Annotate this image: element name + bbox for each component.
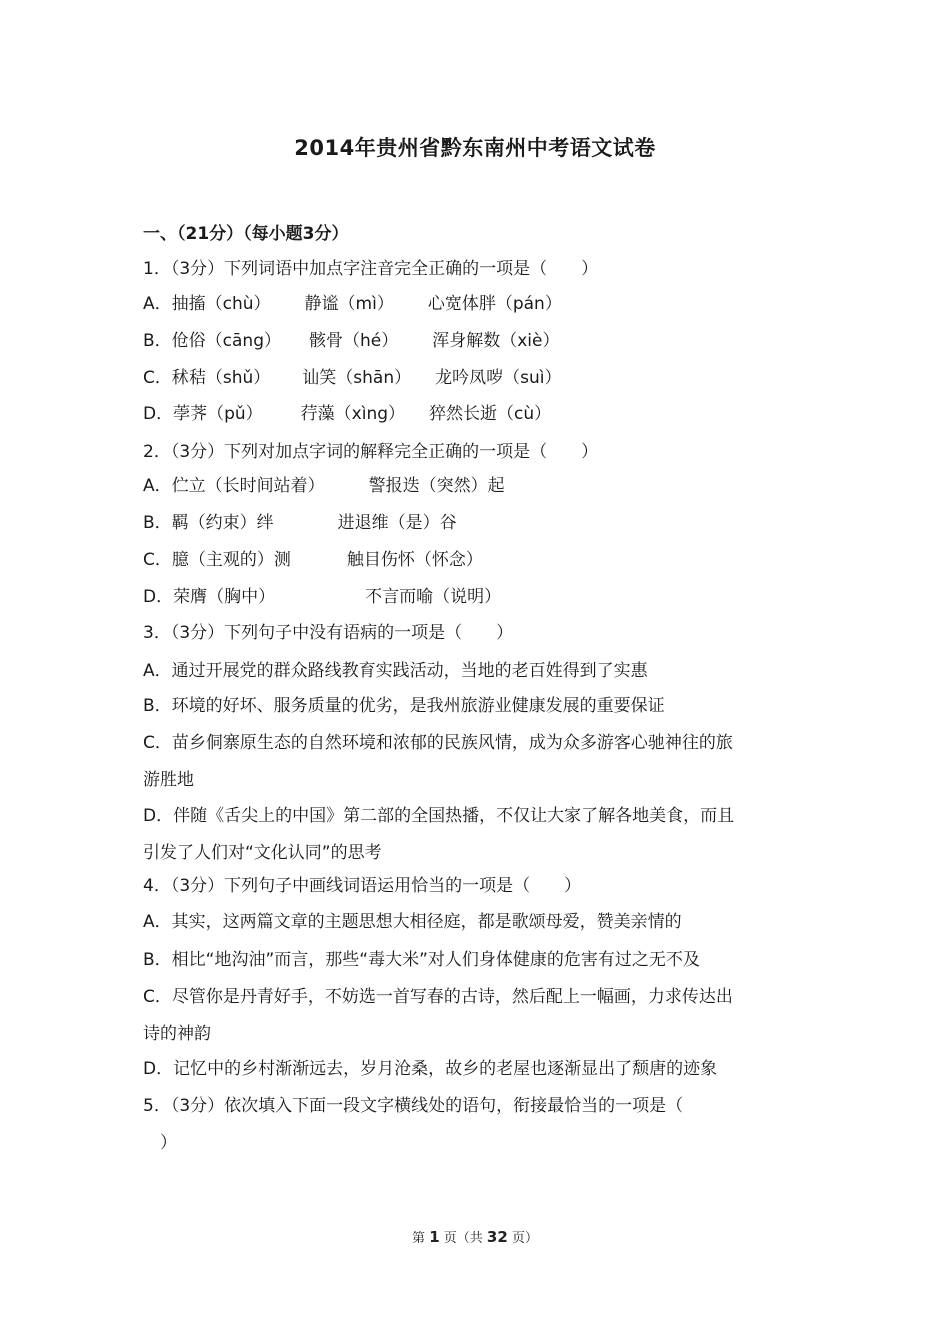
question-4-option-c	[143, 982, 733, 1012]
option-letter: B．	[143, 331, 172, 351]
section-heading: 一、（21分）（每小题3分）	[143, 224, 349, 244]
question-5-stem: 5．（3分）依次填入下面一段文字横线处的语句，衔接最恰当的一项是（	[143, 1096, 684, 1116]
question-1-stem: 1．（3分）下列词语中加点字注音完全正确的一项是（ ）	[143, 259, 599, 279]
option-letter: B．	[143, 513, 172, 533]
page-footer	[0, 1227, 950, 1246]
option-part: 伫立（长时间站着）	[171, 476, 325, 496]
question-4-stem: 4．（3分）下列句子中画线词语运用恰当的一项是（ ）	[143, 876, 582, 896]
question-3-option-b	[143, 691, 665, 721]
question-1-option-c	[143, 363, 561, 393]
option-letter: A．	[143, 661, 172, 681]
option-part: 警报迭（突然）起	[368, 476, 505, 496]
option-text: 伴随《舌尖上的中国》第二部的全国热播，不仅让大家了解各地美食，而且	[173, 806, 735, 826]
option-part: 静谧（mì）	[304, 294, 394, 314]
footer-prefix: 第	[412, 1231, 426, 1246]
option-part: 进退维（是）谷	[337, 513, 457, 533]
option-letter: D．	[143, 806, 174, 826]
question-3-option-d-continued: 引发了人们对“文化认同”的思考	[143, 843, 382, 863]
option-part: 羁（约束）绊	[171, 513, 274, 533]
option-letter: D．	[143, 587, 174, 607]
question-4-option-d	[143, 1054, 717, 1084]
page-title: 2014年贵州省黔东南州中考语文试卷	[294, 136, 656, 160]
option-text: 尽管你是丹青好手，不妨选一首写春的古诗，然后配上一幅画，力求传达出	[171, 987, 733, 1007]
footer-suffix: 页）	[511, 1231, 538, 1246]
option-part: 抽搐（chù）	[171, 294, 271, 314]
option-part: 臆（主观的）测	[171, 550, 291, 570]
question-4-option-c-continued: 诗的神韵	[143, 1024, 211, 1044]
question-2-option-a	[143, 471, 505, 501]
option-part: 荣膺（胸中）	[173, 587, 276, 607]
option-part: 荸荠（pǔ）	[173, 404, 263, 424]
question-3-option-c-continued: 游胜地	[143, 770, 194, 790]
option-text: 其实，这两篇文章的主题思想大相径庭，都是歌颂母爱，赞美亲情的	[171, 912, 682, 932]
question-4-option-b	[143, 945, 700, 975]
question-2-option-b	[143, 508, 457, 538]
option-part: 浑身解数（xiè）	[432, 331, 560, 351]
option-part: 触目伤怀（怀念）	[346, 550, 483, 570]
option-letter: C．	[143, 368, 172, 388]
option-part: 不言而喻（说明）	[365, 587, 502, 607]
question-3-option-c	[143, 728, 733, 758]
footer-total-pages: 32	[486, 1228, 508, 1246]
footer-mid: 页（共	[443, 1231, 483, 1246]
option-part: 讪笑（shān）	[302, 368, 412, 388]
question-3-option-d	[143, 801, 734, 831]
question-1-option-d	[143, 399, 551, 429]
option-part: 骸骨（hé）	[309, 331, 399, 351]
footer-page-number: 1	[429, 1228, 440, 1246]
option-part: 心宽体胖（pán）	[427, 294, 562, 314]
question-1-option-b	[143, 326, 560, 356]
option-letter: D．	[143, 1059, 174, 1079]
option-letter: A．	[143, 294, 172, 314]
question-2-option-d	[143, 582, 501, 612]
option-text: 通过开展党的群众路线教育实践活动，当地的老百姓得到了实惠	[171, 661, 648, 681]
question-4-option-a	[143, 907, 682, 937]
option-part: 荇藻（xìng）	[300, 404, 406, 424]
question-3-option-a	[143, 656, 648, 686]
option-letter: B．	[143, 696, 172, 716]
option-text: 环境的好坏、服务质量的优劣，是我州旅游业健康发展的重要保证	[171, 696, 665, 716]
question-5-stem-continued: ）	[143, 1133, 177, 1153]
option-letter: C．	[143, 987, 172, 1007]
option-text: 记忆中的乡村渐渐远去，岁月沧桑，故乡的老屋也逐渐显出了颓唐的迹象	[173, 1059, 718, 1079]
option-letter: A．	[143, 476, 172, 496]
option-text: 苗乡侗寨原生态的自然环境和浓郁的民族风情，成为众多游客心驰神往的旅	[171, 733, 733, 753]
option-text: 相比“地沟油”而言，那些“毒大米”对人们身体健康的危害有过之无不及	[171, 950, 700, 970]
question-3-stem: 3．（3分）下列句子中没有语病的一项是（ ）	[143, 623, 514, 643]
option-part: 伧俗（cāng）	[171, 331, 282, 351]
option-letter: C．	[143, 733, 172, 753]
option-part: 龙吟凤哕（suì）	[435, 368, 562, 388]
question-2-stem: 2．（3分）下列对加点字词的解释完全正确的一项是（ ）	[143, 442, 599, 462]
option-letter: B．	[143, 950, 172, 970]
question-2-option-c	[143, 545, 483, 575]
option-letter: C．	[143, 550, 172, 570]
option-part: 猝然长逝（cù）	[429, 404, 552, 424]
option-letter: A．	[143, 912, 172, 932]
question-1-option-a	[143, 289, 562, 319]
option-part: 秫秸（shǔ）	[171, 368, 271, 388]
option-letter: D．	[143, 404, 174, 424]
